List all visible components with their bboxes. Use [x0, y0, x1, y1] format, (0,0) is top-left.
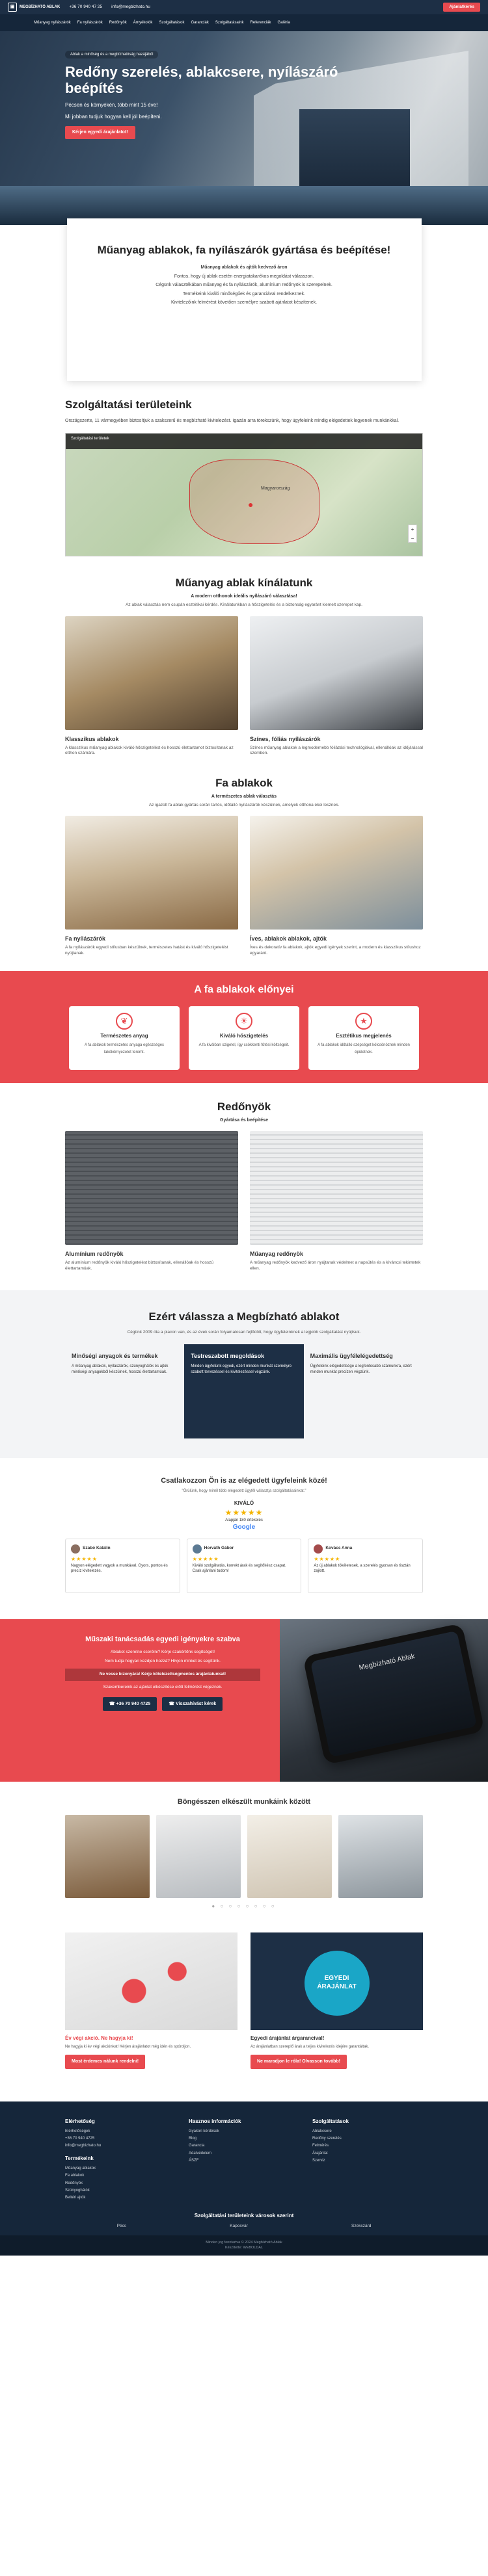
product-title: Fa nyílászárók — [65, 935, 106, 943]
nav-item[interactable]: Redőnyök — [109, 20, 127, 25]
city-link[interactable]: Szekszárd — [351, 2223, 372, 2228]
promo-title: Egyedi árajánlat árgarancival! — [251, 2035, 325, 2041]
review-text: Nagyon elégedett vagyok a munkával. Gyors, pontos és precíz kivitelezés. — [71, 1563, 168, 1573]
why-col-text: Ügyfeleink elégedettsége a legfontosabb számunkra, ezért minden munkát precízen végzünk. — [310, 1364, 412, 1374]
copyright-text: Minden jog fenntartva © 2024 Megbízható Ablak — [206, 2241, 282, 2245]
logo[interactable] — [8, 3, 60, 12]
nav-item[interactable]: Galéria — [277, 20, 290, 25]
phone-link[interactable]: +36 70 940 47 25 — [69, 4, 103, 9]
gallery-image[interactable] — [65, 1815, 150, 1898]
hero-banner — [0, 31, 488, 225]
review-text: Kiváló szolgáltatás, korrekt árak és segítőkész csapat. Csak ajánlani tudom! — [192, 1563, 286, 1573]
gallery-section — [0, 1782, 488, 1926]
footer-link[interactable]: Garancia — [189, 2144, 205, 2148]
intro-text: Cégünk választékában műanyag és fa nyílászárók, alumínium redőnyök is szerepelnek. — [156, 283, 332, 288]
map-label: Magyarország — [261, 486, 290, 491]
rating-stars-icon: ★★★★★ — [224, 1508, 264, 1518]
star-icon: ★ — [355, 1013, 372, 1030]
product-title: Színes, fóliás nyílászárók — [250, 735, 321, 742]
quote-badge-icon: EGYEDI ÁRAJÁNLAT — [305, 1951, 370, 2016]
footer-link[interactable]: Árajánlat — [312, 2151, 328, 2155]
review-stars-icon: ★★★★★ — [71, 1555, 98, 1562]
advantage-text: A fa ablakok időtálló szépséget kölcsönöznek minden épületnek. — [318, 1043, 410, 1055]
product-card[interactable] — [65, 1131, 238, 1272]
arched-window-image — [250, 816, 423, 930]
rating-summary — [65, 1500, 423, 1532]
promo-badge-panel — [251, 1932, 423, 2030]
consult-text: Szakembereink az ajánlat elkészítése előtt felmérést végeznek. — [103, 1685, 223, 1689]
consult-highlight: Ne vesse bizonyára! Kérje kötelezettségmentes árajánlatunkat! — [65, 1669, 260, 1681]
product-card[interactable] — [250, 1131, 423, 1272]
wood-subtitle: A természetes ablak választás — [211, 794, 277, 800]
service-zone — [189, 460, 319, 544]
city-link[interactable]: Pécs — [116, 2223, 127, 2228]
phone-image — [280, 1619, 488, 1782]
review-card[interactable] — [65, 1539, 180, 1593]
footer-heading: Hasznos információk — [189, 2118, 241, 2124]
shutters-title: Redőnyök — [217, 1100, 271, 1113]
logo-icon: ▣ — [8, 3, 17, 12]
product-text: A klasszikus műanyag ablakok kiváló hőszigetelést és hosszú élettartamot biztosítanak az otthon számára. — [65, 745, 234, 756]
hero-subtitle-2: Mi jobban tudjuk hogyan kell jól beépíteni. — [65, 114, 162, 120]
footer-link[interactable]: Szúnyoghálók — [65, 2188, 90, 2192]
thermometer-icon: ☀ — [236, 1013, 252, 1030]
why-col-title: Maximális ügyfélelégedettség — [310, 1353, 393, 1360]
product-title: Íves, ablakok ablakok, ajtók — [250, 935, 327, 943]
why-col-text: Minden ügyfelünk egyedi, ezért minden munkát személyre szabott tervezéssel és kivitelezéssel végzünk. — [191, 1364, 292, 1374]
map-zoom-control[interactable]: + − — [408, 525, 417, 543]
intro-text: Fontos, hogy új ablak esetén energiatakarékos megoldást válasszon. — [174, 274, 314, 279]
gallery-image[interactable] — [156, 1815, 241, 1898]
avatar — [314, 1544, 323, 1554]
main-nav — [0, 14, 488, 31]
product-title: Műanyag redőnyök — [250, 1250, 304, 1257]
phone-screen-text: Megbízható Ablak — [310, 1631, 477, 1758]
color-window-image — [250, 616, 423, 730]
offer-title: Műanyag ablak kínálatunk — [175, 577, 313, 590]
advantage-card — [308, 1006, 419, 1070]
footer-link[interactable]: +36 70 940 4725 — [65, 2137, 95, 2141]
intro-title: Műanyag ablakok, fa nyílászárók gyártása és beépítése! — [97, 244, 391, 256]
rating-label: KIVÁLÓ — [234, 1500, 254, 1507]
promo-cta-button[interactable]: Ne maradjon le róla! Olvasson tovább! — [251, 2055, 347, 2068]
advantages-section — [0, 971, 488, 1083]
reviews-title: Csatlakozzon Ön is az elégedett ügyfeleink közé! — [161, 1477, 327, 1485]
offer-subtitle: A modern otthonok ideális nyílászáró választása! — [191, 594, 297, 599]
quote-request-button[interactable]: Ajánlatkérés — [443, 3, 480, 12]
callback-button[interactable]: ☎ Visszahívást kérek — [162, 1697, 223, 1711]
nav-item[interactable]: Referenciák — [250, 20, 271, 25]
footer-link[interactable]: Fa ablakok — [65, 2174, 85, 2178]
footer-link[interactable]: Adatvédelem — [189, 2151, 212, 2155]
why-col-text: A műanyag ablakok, nyílászárók, szúnyoghálók és ajtók minőségi anyagokból készülnek, hosszú élettartamúak. — [72, 1364, 169, 1374]
call-button[interactable]: ☎ +36 70 940 4725 — [103, 1697, 157, 1711]
why-column — [65, 1344, 184, 1438]
service-area-map[interactable] — [65, 433, 423, 556]
footer — [0, 2101, 488, 2236]
why-text: Cégünk 2009 óta a piacon van, és az évek során folyamatosan fejlődött, hogy ügyfeleinknek a legjobb szolgáltatást nyújtsuk. — [127, 1329, 361, 1334]
product-card[interactable] — [250, 616, 423, 757]
nav-item[interactable]: Szolgáltatásaink — [215, 20, 244, 25]
hero-title: Redőny szerelés, ablakcsere, nyílászáró beépítés — [65, 64, 338, 97]
call-button-label: +36 70 940 4725 — [116, 1701, 151, 1706]
wood-window-image — [65, 816, 238, 930]
promo-card — [251, 1932, 423, 2088]
promo-dice-image — [65, 1932, 237, 2030]
nav-item[interactable]: Szolgáltatások — [159, 20, 185, 25]
review-card[interactable] — [187, 1539, 302, 1593]
footer-heading: Elérhetőség — [65, 2118, 95, 2124]
review-stars-icon: ★★★★★ — [314, 1555, 341, 1562]
map-header: Szolgáltatási területek — [66, 434, 422, 449]
plastic-shutter-image — [250, 1131, 423, 1245]
email-link[interactable]: info@megbizhato.hu — [111, 4, 150, 9]
google-logo: Google — [232, 1524, 256, 1531]
logo-text: MEGBÍZHATÓ ABLAK — [20, 5, 61, 9]
product-text: Az alumínium redőnyök kiváló hőszigetelést biztosítanak, ellenállóak és hosszú élettartamúak. — [65, 1260, 213, 1271]
footer-link[interactable]: Gyakori kérdések — [189, 2129, 219, 2134]
avatar — [193, 1544, 202, 1554]
leaf-icon: ❦ — [116, 1013, 133, 1030]
area-title: Szolgáltatási területeink — [65, 398, 192, 411]
why-column — [184, 1344, 303, 1438]
promo-text: Az árajánlatban szereplő árak a teljes kivitelezés idejére garantáltak. — [251, 2045, 370, 2049]
why-title: Ezért válassza a Megbízható ablakot — [148, 1310, 340, 1323]
area-text: Országszerte, 11 vármegyében biztosítjuk a szakszerű és megbízható kivitelezést. Igazán arra törekszünk, hogy ügyfeleink mindig elégedettek legyenek munkánkkal. — [65, 418, 400, 423]
product-text: A műanyag redőnyök kedvező áron nyújtanak védelmet a napsütés és a kíváncsi tekintetek ellen. — [250, 1260, 421, 1271]
promo-card — [65, 1932, 237, 2088]
footer-link[interactable]: Blog — [189, 2137, 197, 2141]
topbar — [0, 0, 488, 14]
footer-heading: Termékeink — [65, 2155, 94, 2161]
nav-item[interactable]: Árnyékolók — [133, 20, 153, 25]
footer-heading: Szolgáltatások — [312, 2118, 349, 2124]
reviewer-name: Horváth Gábor — [204, 1546, 234, 1551]
map-pin-icon[interactable]: ● — [248, 499, 254, 510]
intro-text: Kivitelezőink felmérést követően személyre szabott ajánlatot készítenek. — [170, 300, 318, 305]
footer-link[interactable]: info@megbizhato.hu — [65, 2144, 102, 2148]
footer-link[interactable]: Szerviz — [312, 2158, 325, 2163]
intro-text: Műanyag ablakok és ajtók kedvező áron — [200, 265, 288, 270]
wood-text: Az igazolt fa ablak gyártás során tartós, időtálló nyílászárók készülnek, amelyek otthona ékei lesznek. — [148, 802, 340, 807]
advantage-title: Természetes anyag — [100, 1032, 148, 1039]
why-col-title: Minőségi anyagok és termékek — [72, 1353, 158, 1360]
gallery-pagination[interactable]: ● ○ ○ ○ ○ ○ ○ ○ — [211, 1903, 277, 1909]
product-text: A fa nyílászárók egyedi stílusban készülnek, természetes hatást és kiváló hőszigetelést nyújtanak. — [65, 945, 228, 956]
hero-subtitle: Pécsen és környékén, több mint 15 éve! — [65, 101, 158, 108]
intro-text: Termékeink kiváló minőségűek és garanciával rendelkeznek. — [183, 291, 305, 296]
aluminium-shutter-image — [65, 1131, 238, 1245]
product-card[interactable] — [65, 816, 238, 957]
footer-link[interactable]: Redőnyök — [65, 2181, 83, 2185]
nav-item[interactable]: Műanyag nyílászárók — [34, 20, 71, 25]
avatar — [71, 1544, 80, 1554]
classic-window-image — [65, 616, 238, 730]
why-us-section — [0, 1290, 488, 1459]
consultation-section — [0, 1619, 488, 1782]
product-card[interactable] — [250, 816, 423, 957]
promo-title: Év végi akció. Ne hagyja ki! — [65, 2035, 133, 2041]
product-card[interactable] — [65, 616, 238, 757]
nav-item[interactable]: Garanciák — [191, 20, 209, 25]
breadcrumb: Ablak a minőség és a megbízhatóság hazájából — [65, 51, 158, 59]
product-title: Klasszikus ablakok — [65, 735, 119, 742]
reviewer-name: Kovács Anna — [325, 1546, 353, 1551]
advantage-title: Esztétikus megjelenés — [336, 1032, 392, 1039]
footer-link[interactable]: Felmérés — [312, 2144, 329, 2148]
footer-link[interactable]: Beltéri ajtók — [65, 2195, 86, 2200]
why-col-title: Testreszabott megoldások — [191, 1353, 265, 1360]
review-text: Az új ablakok tökéletesek, a szerelés gyorsan és tisztán zajlott. — [314, 1563, 411, 1573]
advantage-card — [189, 1006, 299, 1070]
review-stars-icon: ★★★★★ — [192, 1555, 219, 1562]
footer-link[interactable]: Ablakcsere — [312, 2129, 332, 2134]
advantage-title: Kiváló hőszigetelés — [219, 1032, 269, 1039]
copyright — [0, 2235, 488, 2256]
product-text: Színes műanyag ablakok a legmodernebb fóliázási technológiával, ellenállóak az időjárással szemben. — [250, 745, 423, 756]
consult-title: Műszaki tanácsadás egyedi igényekre szabva — [85, 1635, 240, 1643]
hero-cta-button[interactable]: Kérjen egyedi árajánlatot! — [65, 126, 135, 138]
gallery-image[interactable] — [247, 1815, 332, 1898]
reviews-section — [0, 1458, 488, 1606]
footer-link[interactable]: Műanyag ablakok — [65, 2166, 96, 2171]
offer-text: Az ablak választás nem csupán esztétikai kérdés. Kínálatunkban a hőszigetelés és a biztonság egyaránt kiemelt szerepet kap. — [126, 602, 362, 607]
advantage-text: A fa ablakok természetes anyaga egészséges lakókörnyezetet teremt. — [84, 1043, 165, 1055]
rating-count: Alapján 180 értékelés — [225, 1518, 263, 1523]
cities-heading: Szolgáltatási területeink városok szerint — [194, 2212, 294, 2218]
gallery-title: Böngésszen elkészült munkáink között — [177, 1797, 311, 1806]
reviewer-name: Szabó Katalin — [83, 1546, 111, 1551]
product-title: Alumínium redőnyök — [65, 1250, 124, 1257]
reviews-quote: "Örülünk, hogy minél több elégedett ügyfél választja szolgáltatásainkat." — [182, 1489, 306, 1494]
review-card[interactable] — [308, 1539, 423, 1593]
why-column — [304, 1344, 423, 1438]
promo-text: Ne hagyja ki év végi akciónkat! Kérjen árajánlatot még idén és spóroljon. — [65, 2045, 191, 2049]
city-link[interactable]: Kaposvár — [230, 2223, 248, 2228]
wood-title: Fa ablakok — [215, 777, 273, 790]
shutters-subtitle: Gyártása és beépítése — [220, 1117, 268, 1123]
promo-cta-button[interactable]: Most érdemes nálunk rendelni! — [65, 2055, 145, 2068]
footer-link[interactable]: Elérhetőségek — [65, 2129, 90, 2134]
intro-card — [67, 218, 422, 381]
nav-item[interactable]: Fa nyílászárók — [77, 20, 103, 25]
gallery-image[interactable] — [338, 1815, 423, 1898]
callback-button-label: Visszahívást kérek — [176, 1701, 217, 1706]
made-by-text: Készítette: WEBOLDAL — [224, 2245, 264, 2250]
footer-link[interactable]: Redőny szerelés — [312, 2137, 342, 2141]
footer-link[interactable]: ÁSZF — [189, 2158, 199, 2163]
advantage-card — [69, 1006, 180, 1070]
consult-text: Nem tudja hogyan kezdjen hozzá? Hívjon minket és segítünk. — [105, 1659, 221, 1664]
consult-text: Ablakot szeretne cserélni? Kérje szakértőnk segítségét! — [110, 1649, 215, 1654]
advantages-title: A fa ablakok előnyei — [194, 984, 294, 995]
product-text: Íves és dekoratív fa ablakok, ajtók egyedi igények szerint, a modern és klasszikus stílushoz egyaránt. — [250, 945, 421, 956]
advantage-text: A fa kiválóan szigetel, így csökkenti fűtési költségeit. — [198, 1043, 290, 1048]
